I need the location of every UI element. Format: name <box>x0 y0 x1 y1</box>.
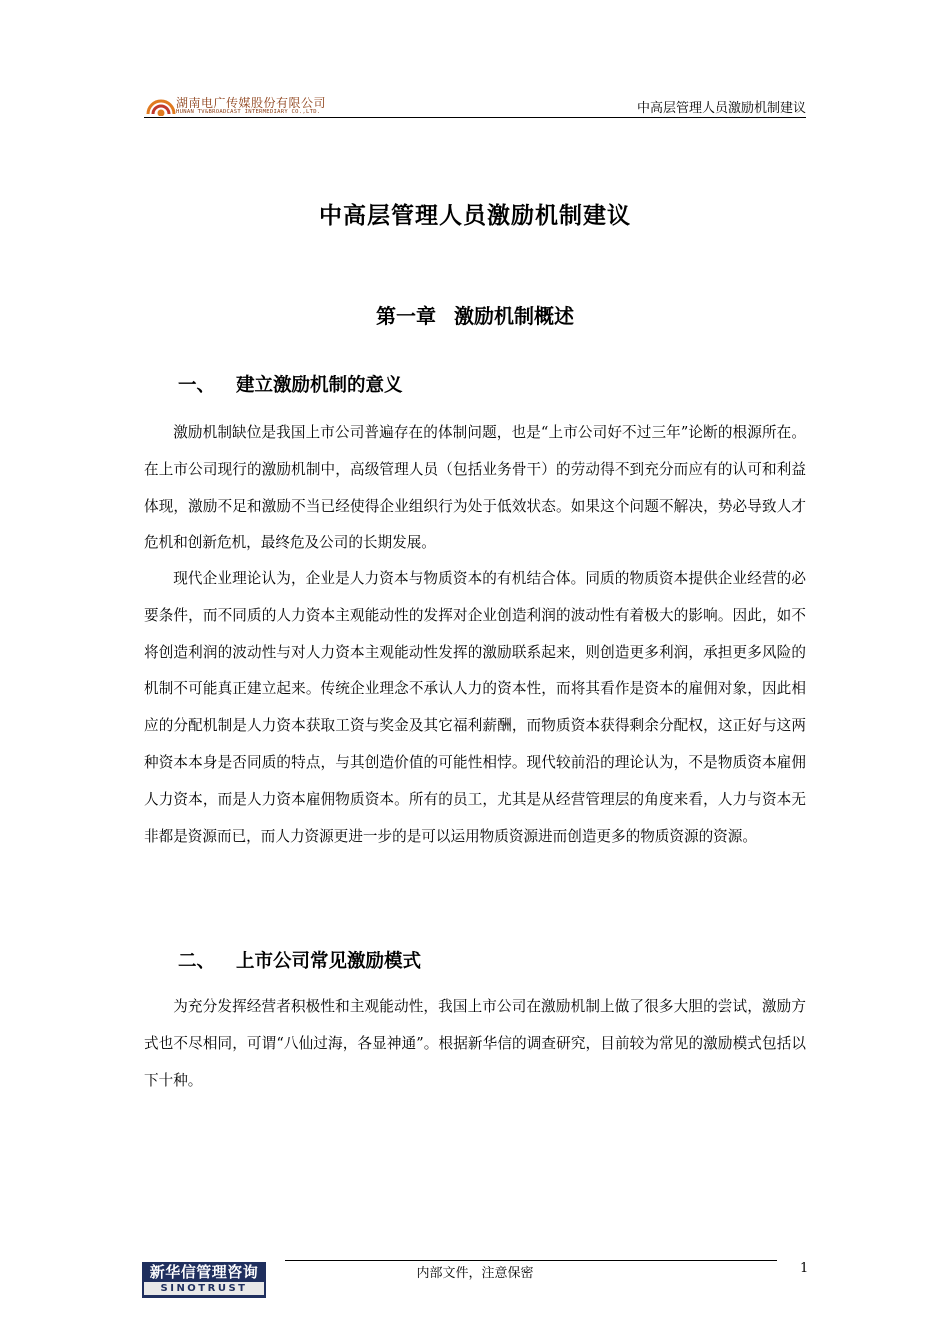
footer-confidential: 内部文件，注意保密 <box>416 1266 534 1281</box>
footer-rule <box>285 1260 777 1261</box>
footer-logo-en: SINOTRUST <box>144 1282 264 1295</box>
company-name-cn: 湖南电广传媒股份有限公司 <box>176 96 327 110</box>
chapter-name: 激励机制概述 <box>454 304 574 328</box>
section-heading-2 <box>178 947 421 973</box>
page-number: 1 <box>800 1261 809 1276</box>
paragraph: 现代企业理论认为，企业是人力资本与物质资本的有机结合体。同质的物质资本提供企业经营的必要条件，而不同质的人力资本主观能动性的发挥对企业创造利润的波动性有着极大的影响。因此，如不将创造利润的波动性与对人力资本主观能动性发挥的激励联系起来，则创造更多利润，承担更多风险的机制不可能真正建立起来。传统企业理念不承认人力的资本性，而将其看作是资本的雇佣对象，因此相应的分配机制是人力资本获取工资与奖金及其它福利薪酬，而物质资本获得剩余分配权，这正好与这两种资本本身是否同质的特点，与其创造价值的可能性相悖。现代较前沿的理论认为，不是物质资本雇佣人力资本，而是人力资本雇佣物质资本。所有的员工，尤其是从经营管理层的角度来看，人力与资本无非都是资源而已，而人力资源更进一步的是可以运用物质资源进而创造更多的物质资源的资源。 <box>144 570 806 845</box>
company-logo-icon <box>146 92 176 116</box>
section-title: 建立激励机制的意义 <box>236 375 403 396</box>
header-doc-title: 中高层管理人员激励机制建议 <box>636 101 806 116</box>
section-title: 上市公司常见激励模式 <box>236 951 422 972</box>
chapter-label: 第一章 <box>376 304 436 328</box>
footer-logo-cn: 新华信管理咨询 <box>149 1263 259 1281</box>
header-rule <box>144 117 806 118</box>
paragraph: 为充分发挥经营者积极性和主观能动性，我国上市公司在激励机制上做了很多大胆的尝试，激励方式也不尽相同，可谓“八仙过海，各显神通”。根据新华信的调查研究，目前较为常见的激励模式包括以下十种。 <box>144 998 806 1089</box>
company-name-en: HUNAN TV&BROADCAST INTERMEDIARY CO.,LTD. <box>176 109 321 115</box>
document-title: 中高层管理人员激励机制建议 <box>319 203 631 229</box>
chapter-title <box>0 300 950 329</box>
section-heading-1 <box>178 371 403 397</box>
section-number: 一、 <box>178 375 216 396</box>
section-number: 二、 <box>178 951 216 972</box>
paragraph: 激励机制缺位是我国上市公司普遍存在的体制问题，也是“上市公司好不过三年”论断的根源所在。在上市公司现行的激励机制中，高级管理人员（包括业务骨干）的劳动得不到充分而应有的认可和利益体现，激励不足和激励不当已经使得企业组织行为处于低效状态。如果这个问题不解决，势必导致人才危机和创新危机，最终危及公司的长期发展。 <box>144 424 806 552</box>
